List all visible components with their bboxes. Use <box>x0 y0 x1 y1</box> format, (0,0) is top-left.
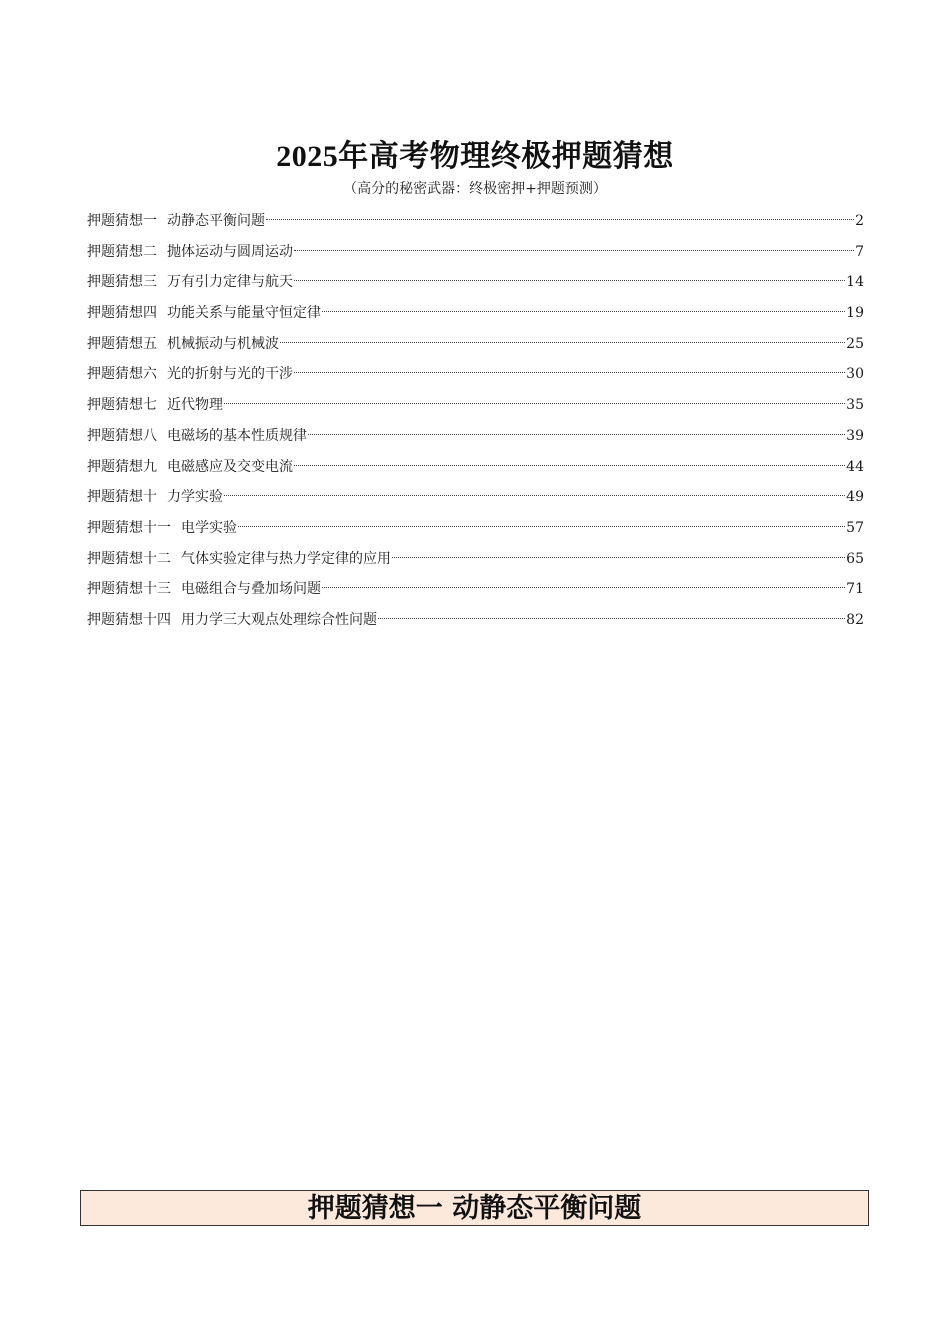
toc-dot-leader <box>280 342 845 343</box>
toc-dot-leader <box>224 495 845 496</box>
toc-entry-title: 气体实验定律与热力学定律的应用 <box>181 550 391 567</box>
toc-entry[interactable] <box>87 392 864 423</box>
toc-entry-label: 押题猜想九 <box>87 458 157 475</box>
toc-entry-label: 押题猜想十四 <box>87 611 171 628</box>
toc-page-number: 65 <box>846 550 864 567</box>
toc-entry-title: 万有引力定律与航天 <box>167 274 293 291</box>
toc-dot-leader <box>266 219 854 220</box>
toc-entry[interactable] <box>87 454 864 485</box>
toc-page-number: 35 <box>846 397 864 414</box>
toc-entry-title: 用力学三大观点处理综合性问题 <box>181 611 377 628</box>
toc-entry-title: 近代物理 <box>167 397 223 414</box>
toc-dot-leader <box>322 311 845 312</box>
document-subtitle: （高分的秘密武器：终极密押+押题预测） <box>343 181 607 197</box>
toc-entry[interactable] <box>87 576 864 607</box>
toc-entry-title: 机械振动与机械波 <box>167 335 279 352</box>
toc-entry-label: 押题猜想十二 <box>87 550 171 567</box>
toc-entry-label: 押题猜想四 <box>87 305 157 322</box>
table-of-contents <box>87 208 864 638</box>
toc-entry-title: 电磁场的基本性质规律 <box>167 427 307 444</box>
toc-page-number: 14 <box>846 274 864 291</box>
toc-entry[interactable] <box>87 300 864 331</box>
toc-page-number: 19 <box>846 305 864 322</box>
toc-dot-leader <box>238 526 845 527</box>
toc-entry-title: 抛体运动与圆周运动 <box>167 243 293 260</box>
toc-entry-title: 光的折射与光的干涉 <box>167 366 293 383</box>
toc-entry-title: 动静态平衡问题 <box>167 213 265 229</box>
toc-entry-label: 押题猜想一 <box>87 213 157 229</box>
toc-entry[interactable] <box>87 423 864 454</box>
toc-page-number: 44 <box>846 458 864 475</box>
toc-page-number: 71 <box>846 581 864 598</box>
toc-entry-label: 押题猜想七 <box>87 397 157 414</box>
toc-entry-label: 押题猜想十 <box>87 489 157 506</box>
toc-entry[interactable] <box>87 361 864 392</box>
toc-page-number: 25 <box>846 335 864 352</box>
toc-entry-label: 押题猜想八 <box>87 427 157 444</box>
toc-entry-title: 力学实验 <box>167 489 223 506</box>
toc-dot-leader <box>294 372 845 373</box>
toc-entry-label: 押题猜想三 <box>87 274 157 291</box>
toc-dot-leader <box>322 587 845 588</box>
toc-dot-leader <box>308 434 845 435</box>
toc-entry-label: 押题猜想十一 <box>87 519 171 536</box>
toc-page-number: 82 <box>846 611 864 628</box>
toc-dot-leader <box>392 557 845 558</box>
toc-page-number: 2 <box>855 213 864 229</box>
toc-entry[interactable] <box>87 607 864 638</box>
toc-entry[interactable] <box>87 331 864 362</box>
toc-entry-title: 电学实验 <box>181 519 237 536</box>
toc-page-number: 7 <box>855 243 864 260</box>
toc-dot-leader <box>294 280 845 281</box>
toc-entry[interactable] <box>87 269 864 300</box>
toc-page-number: 57 <box>846 519 864 536</box>
toc-entry-label: 押题猜想十三 <box>87 581 171 598</box>
toc-dot-leader <box>378 618 845 619</box>
toc-entry-label: 押题猜想六 <box>87 366 157 383</box>
toc-dot-leader <box>294 465 845 466</box>
document-title: 2025年高考物理终极押题猜想 <box>276 140 674 174</box>
toc-dot-leader <box>294 250 854 251</box>
section-heading-banner: 押题猜想一 动静态平衡问题 <box>80 1190 869 1226</box>
toc-entry[interactable] <box>87 515 864 546</box>
toc-entry[interactable] <box>87 208 864 239</box>
toc-page-number: 30 <box>846 366 864 383</box>
toc-dot-leader <box>224 403 845 404</box>
toc-entry-title: 功能关系与能量守恒定律 <box>167 305 321 322</box>
toc-entry-label: 押题猜想五 <box>87 335 157 352</box>
toc-entry[interactable] <box>87 484 864 515</box>
toc-entry-title: 电磁感应及交变电流 <box>167 458 293 475</box>
toc-entry-title: 电磁组合与叠加场问题 <box>181 581 321 598</box>
toc-page-number: 49 <box>846 489 864 506</box>
toc-page-number: 39 <box>846 427 864 444</box>
toc-entry-label: 押题猜想二 <box>87 243 157 260</box>
toc-entry[interactable] <box>87 546 864 577</box>
toc-entry[interactable] <box>87 239 864 270</box>
